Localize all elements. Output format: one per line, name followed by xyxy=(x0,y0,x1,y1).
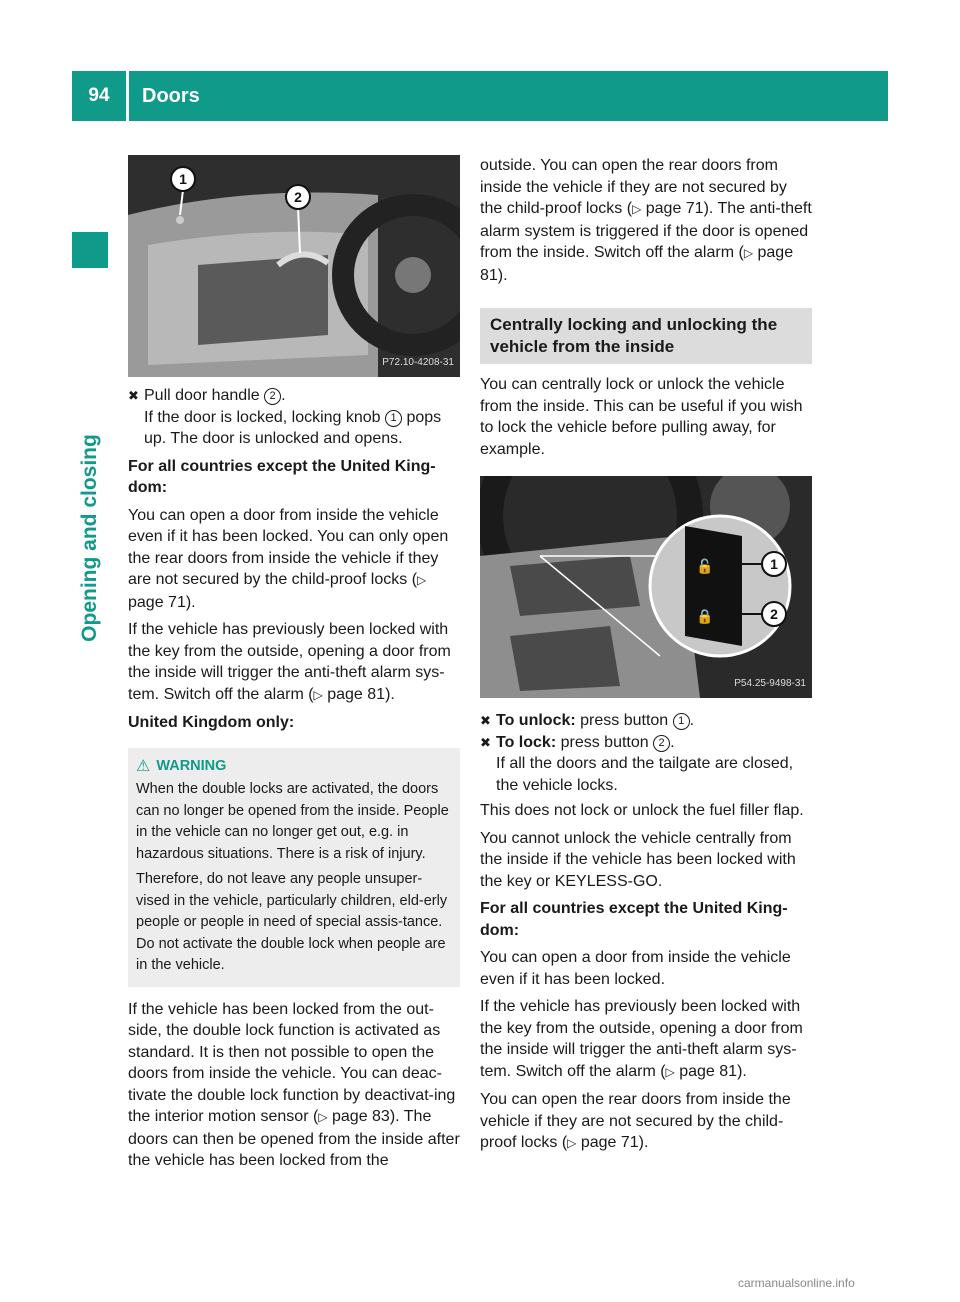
warning-box xyxy=(128,748,460,987)
heading-uk-only: United Kingdom only: xyxy=(128,714,295,731)
page-ref-icon: ▷ xyxy=(743,246,754,260)
image-code: P54.25-9498-31 xyxy=(734,677,806,689)
paragraph: You can centrally lock or unlock the vehicle from the inside. This can be useful if you wish to lock the vehicle before pulling away, for example. xyxy=(480,376,803,458)
subheading-central-locking: Centrally locking and unlocking the vehicle from the inside xyxy=(480,308,812,364)
step-arrow-icon: ✖ xyxy=(128,388,139,403)
step-lock: ✖ To lock: press button 2 . If all the doors and the tailgate are closed, the vehicle locks. xyxy=(480,732,812,797)
page-ref-icon: ▷ xyxy=(313,687,323,702)
paragraph: You cannot unlock the vehicle centrally from the inside if the vehicle has been locked with the key or KEYLESS-GO. xyxy=(480,829,796,890)
svg-text:🔓: 🔓 xyxy=(696,559,714,575)
step-unlock: ✖ To unlock: press button 1 . xyxy=(480,710,812,732)
header-divider xyxy=(126,71,129,121)
image-code: P72.10-4208-31 xyxy=(382,356,454,368)
warning-icon: ⚠ xyxy=(136,757,151,775)
callout-1: 1 xyxy=(770,556,778,572)
step-pull-handle: ✖ Pull door handle 2 . If the door is locked, locking knob 1 pops up. The door is unlocked and opens. xyxy=(128,385,460,450)
door-handle-photo xyxy=(128,155,460,377)
page-ref-icon: ▷ xyxy=(665,1064,675,1079)
paragraph: This does not lock or unlock the fuel filler flap. xyxy=(480,802,804,819)
watermark: carmanualsonline.info xyxy=(738,1276,855,1290)
heading-except-uk: For all countries except the United King-dom: xyxy=(128,457,436,496)
callout-1: 1 xyxy=(179,171,187,187)
lock-buttons-photo xyxy=(480,476,812,698)
step-arrow-icon: ✖ xyxy=(480,734,491,750)
chapter-tab xyxy=(72,232,108,268)
svg-text:🔒: 🔒 xyxy=(696,609,714,625)
heading-except-uk: For all countries except the United King-dom: xyxy=(480,900,788,939)
callout-2: 2 xyxy=(294,189,302,205)
paragraph: You can open a door from inside the vehicle even if it has been locked. xyxy=(480,949,791,988)
chapter-label: Opening and closing xyxy=(78,434,101,642)
paragraph: You can open the rear doors from inside the vehicle if they are not secured by the child-proof locks (▷ page 71). xyxy=(480,1091,791,1151)
page-ref-icon: ▷ xyxy=(417,573,427,587)
page-ref-icon: ▷ xyxy=(632,202,642,216)
warning-title: ⚠ WARNING xyxy=(136,756,452,778)
left-column xyxy=(128,155,460,1178)
paragraph: If the vehicle has previously been locked with the key from the outside, opening a door from the inside will trigger the anti-theft alarm sys-tem. Switch off the alarm (▷ page 81). xyxy=(128,621,451,703)
right-column xyxy=(480,155,812,1161)
warning-text: When the double locks are activated, the doors can no longer be opened from the inside. People in the vehicle can no longer get out, e.g. in hazardous situations. There is a risk of injury. xyxy=(136,781,449,862)
paragraph: You can open a door from inside the vehicle even if it has been locked. You can only open the rear doors from inside the vehicle if they are not secured by the child-proof locks (▷ page 71). xyxy=(128,506,449,611)
paragraph: outside. You can open the rear doors from inside the vehicle if they are not secured by the child-proof locks (▷ page 71). The anti-theft alarm system is triggered if the door is opened from the inside. Switch off the alarm (▷ page 81). xyxy=(480,157,812,284)
paragraph: If the vehicle has been locked from the out-side, the double lock function is activated as standard. It is then not possible to open the doors from inside the vehicle. You can deac-tivate the double lock function by deactivat-ing the interior motion sensor (▷ page 83). The doors can then be opened from the inside after the vehicle has been locked from the xyxy=(128,1000,460,1169)
section-title: Doors xyxy=(142,84,200,107)
step-arrow-icon: ✖ xyxy=(480,713,491,728)
paragraph: If the vehicle has previously been locked with the key from the outside, opening a door from the inside will trigger the anti-theft alarm sys-tem. Switch off the alarm (▷ page 81). xyxy=(480,998,803,1080)
page-number: 94 xyxy=(88,85,110,106)
warning-text: Therefore, do not leave any people unsuper-vised in the vehicle, particularly children, eld-erly people or people in need of special assis-tance. Do not activate the double lock when people are in the vehicle. xyxy=(136,871,448,973)
page-ref-icon: ▷ xyxy=(567,1136,577,1150)
page-ref-icon: ▷ xyxy=(318,1110,328,1124)
callout-2: 2 xyxy=(770,606,778,622)
